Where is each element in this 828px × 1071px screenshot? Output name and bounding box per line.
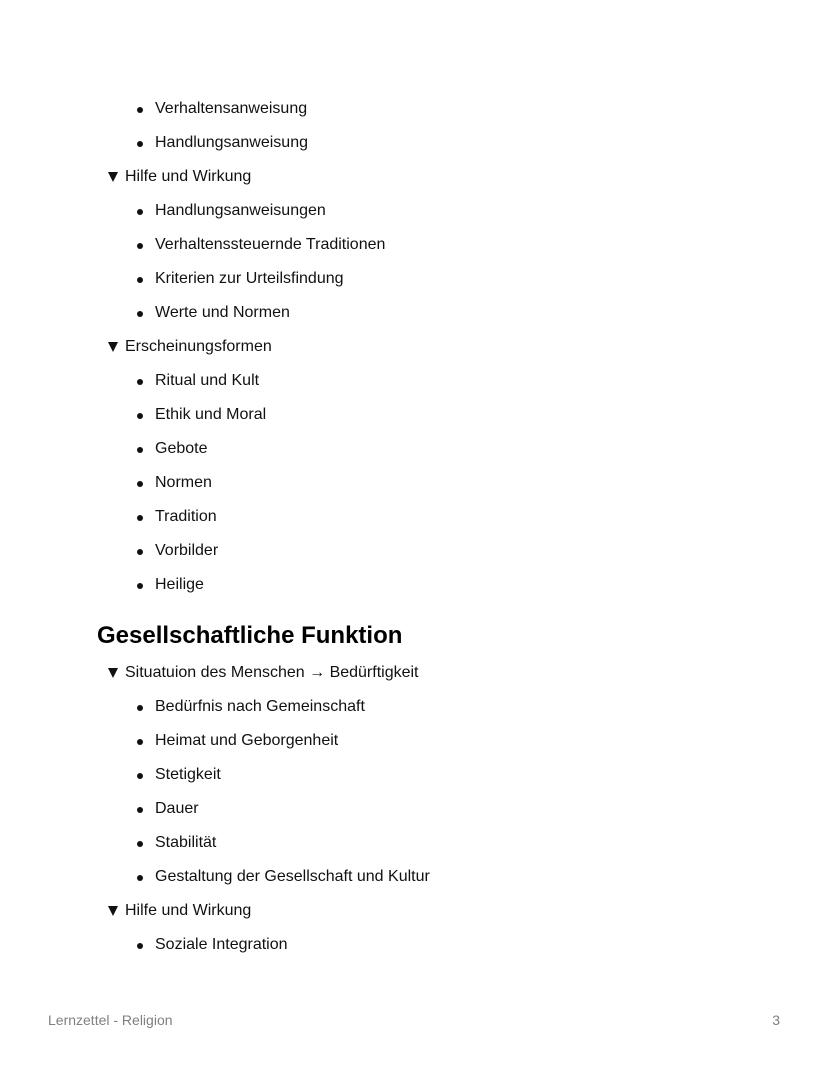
list-item [137,133,308,153]
list-item [137,201,326,221]
list-item-label: Kriterien zur Urteilsfindung [155,270,344,287]
list-item-label: Handlungsanweisung [155,134,308,151]
list-item-label: Ritual und Kult [155,372,260,389]
bullet-dot-icon [137,583,143,589]
section-heading: Gesellschaftliche Funktion [97,622,403,649]
toggle-hilfe-und-wirkung[interactable] [108,167,251,187]
list-item-label: Soziale Integration [155,936,288,953]
list-item-label: Verhaltensanweisung [155,100,308,117]
list-item [137,575,204,595]
list-item-label: Normen [155,474,212,491]
list-item [137,765,221,785]
bullet-dot-icon [137,243,143,249]
list-item [137,303,290,323]
bullet-dot-icon [137,379,143,385]
list-item-label: Tradition [155,508,217,525]
toggle-hilfe-und-wirkung-2[interactable] [108,901,251,921]
bullet-dot-icon [137,875,143,881]
list-item [137,269,344,289]
triangle-down-icon[interactable] [108,668,118,678]
bullet-dot-icon [137,773,143,779]
bullet-dot-icon [137,705,143,711]
bullet-dot-icon [137,141,143,147]
footer-document-title: Lernzettel - Religion [48,1012,173,1028]
list-item-label: Gestaltung der Gesellschaft und Kultur [155,868,430,885]
list-item [137,833,216,853]
list-item [137,935,288,955]
bullet-dot-icon [137,413,143,419]
list-item-label: Ethik und Moral [155,406,267,423]
list-item [137,541,218,561]
bullet-dot-icon [137,481,143,487]
list-item-label: Heimat und Geborgenheit [155,732,339,749]
list-item-label: Gebote [155,440,208,457]
bullet-dot-icon [137,311,143,317]
list-item [137,371,259,391]
list-item [137,697,365,717]
toggle-label: Erscheinungsformen [125,338,272,355]
toggle-label: Situatuion des Menschen → Bedürftigkeit [125,664,419,681]
bullet-dot-icon [137,447,143,453]
list-item [137,799,199,819]
bullet-dot-icon [137,277,143,283]
list-item-label: Verhaltenssteuernde Traditionen [155,236,386,253]
toggle-situation-des-menschen[interactable] [108,663,419,683]
bullet-dot-icon [137,107,143,113]
bullet-dot-icon [137,841,143,847]
list-item-label: Heilige [155,576,204,593]
list-item-label: Werte und Normen [155,304,290,321]
list-item-label: Handlungsanweisungen [155,202,326,219]
list-item-label: Stabilität [155,834,217,851]
list-item [137,99,307,119]
list-item-label: Bedürfnis nach Gemeinschaft [155,698,365,715]
list-item [137,405,266,425]
list-item [137,235,385,255]
bullet-dot-icon [137,515,143,521]
triangle-down-icon[interactable] [108,906,118,916]
bullet-dot-icon [137,209,143,215]
triangle-down-icon[interactable] [108,172,118,182]
list-item [137,507,217,527]
list-item [137,473,212,493]
list-item [137,439,207,459]
toggle-label: Hilfe und Wirkung [125,168,252,185]
list-item [137,867,430,887]
footer-page-number: 3 [772,1012,780,1028]
list-item-label: Vorbilder [155,542,219,559]
toggle-label: Hilfe und Wirkung [125,902,252,919]
bullet-dot-icon [137,549,143,555]
bullet-dot-icon [137,807,143,813]
list-item-label: Stetigkeit [155,766,221,783]
list-item-label: Dauer [155,800,199,817]
bullet-dot-icon [137,739,143,745]
list-item [137,731,338,751]
toggle-erscheinungsformen[interactable] [108,337,272,357]
bullet-dot-icon [137,943,143,949]
triangle-down-icon[interactable] [108,342,118,352]
